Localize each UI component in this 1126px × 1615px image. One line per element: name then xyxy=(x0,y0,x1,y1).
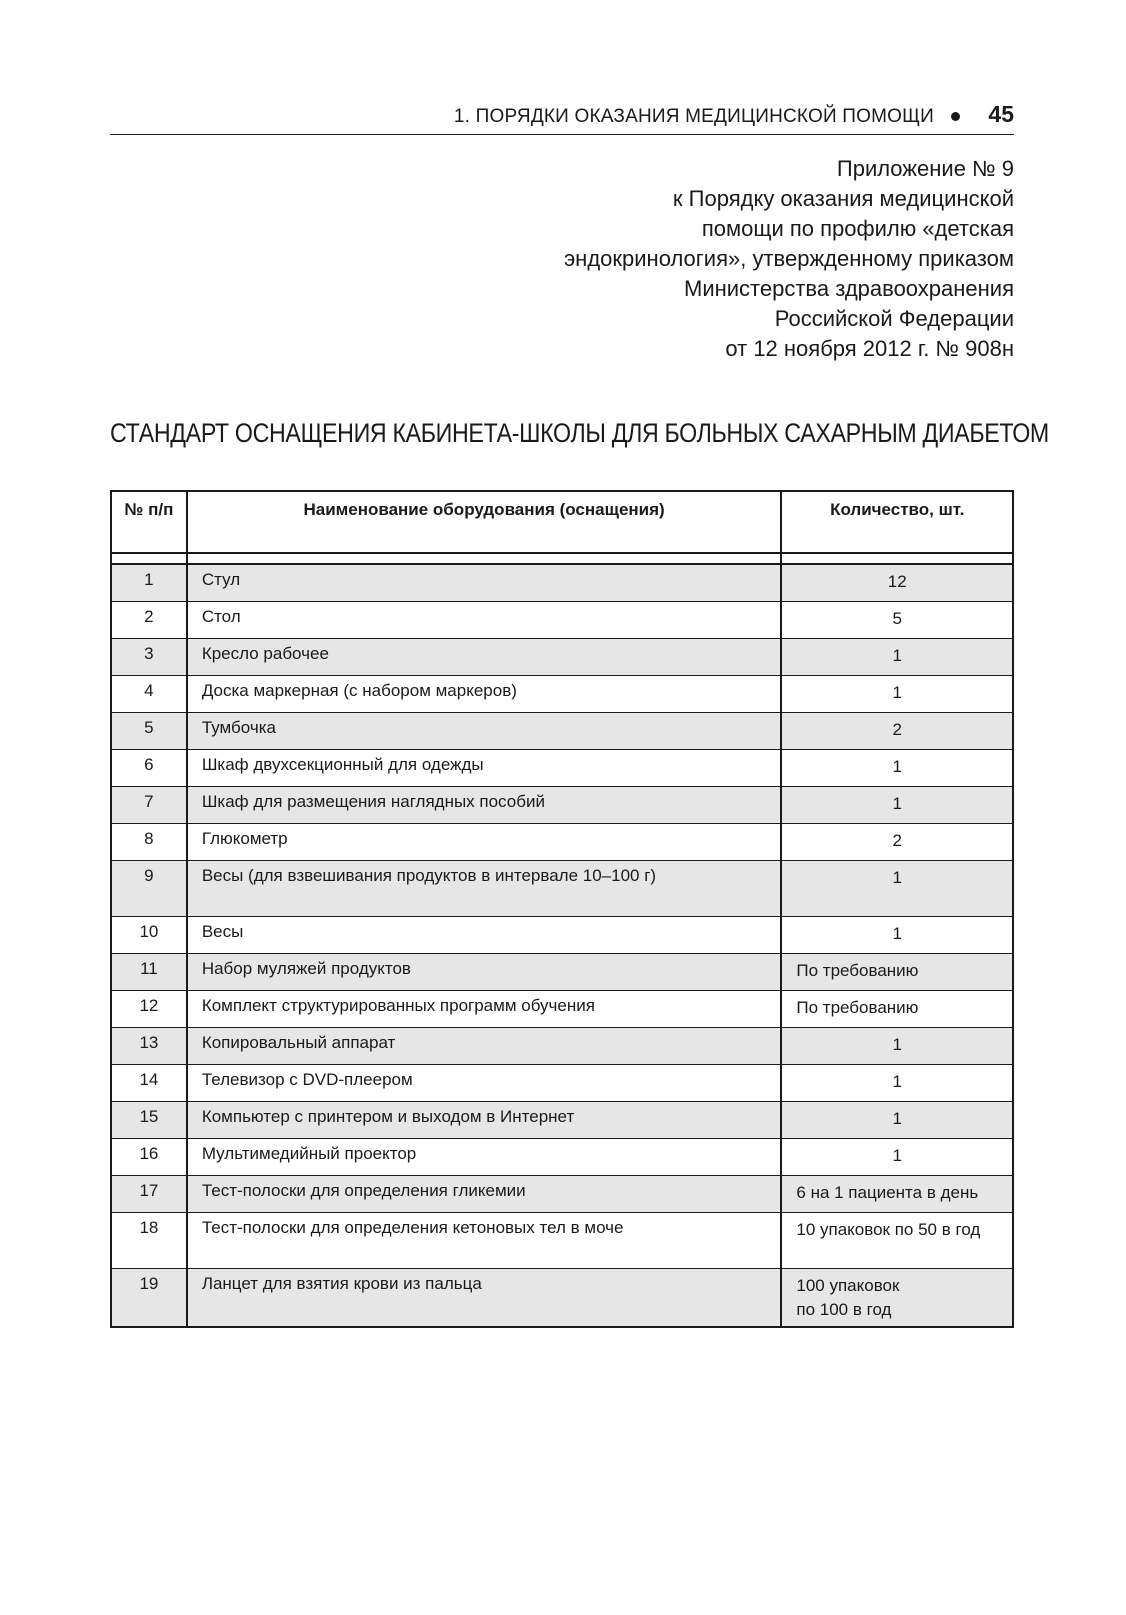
spacer-cell xyxy=(781,553,1013,564)
row-number: 19 xyxy=(111,1269,187,1328)
equipment-name: Стол xyxy=(187,602,782,639)
equipment-quantity xyxy=(781,1139,1013,1176)
spacer-cell xyxy=(111,553,187,564)
table-row xyxy=(111,787,1013,824)
equipment-name: Компьютер с принтером и выходом в Интернет xyxy=(187,1102,782,1139)
header-qty: Количество, шт. xyxy=(781,491,1013,553)
equipment-name: Ланцет для взятия крови из пальца xyxy=(187,1269,782,1328)
equipment-quantity xyxy=(781,602,1013,639)
equipment-name: Весы (для взвешивания продуктов в интервале 10–100 г) xyxy=(187,861,782,917)
section-title: 1. ПОРЯДКИ ОКАЗАНИЯ МЕДИЦИНСКОЙ ПОМОЩИ xyxy=(453,106,934,127)
equipment-quantity xyxy=(781,1028,1013,1065)
document-title: СТАНДАРТ ОСНАЩЕНИЯ КАБИНЕТА-ШКОЛЫ ДЛЯ БОЛЬНЫХ САХАРНЫМ ДИАБЕТОМ xyxy=(110,418,1049,448)
table-row xyxy=(111,564,1013,602)
equipment-quantity xyxy=(781,1065,1013,1102)
equipment-name: Мультимедийный проектор xyxy=(187,1139,782,1176)
page-number: 45 xyxy=(988,101,1014,127)
appendix-line: от 12 ноября 2012 г. № 908н xyxy=(725,336,1014,361)
header-num: № п/п xyxy=(111,491,187,553)
spacer-cell xyxy=(187,553,782,564)
equipment-quantity xyxy=(781,824,1013,861)
row-number: 6 xyxy=(111,750,187,787)
equipment-quantity xyxy=(781,1213,1013,1269)
equipment-quantity xyxy=(781,861,1013,917)
table-row xyxy=(111,1269,1013,1328)
appendix-line: эндокринология», утвержденному приказом xyxy=(563,246,1014,271)
table-row xyxy=(111,676,1013,713)
equipment-name: Копировальный аппарат xyxy=(187,1028,782,1065)
equipment-name: Глюкометр xyxy=(187,824,782,861)
quantity-line: по 100 в год xyxy=(796,1300,892,1319)
row-number: 3 xyxy=(111,639,187,676)
table-row xyxy=(111,1065,1013,1102)
appendix-line: Российской Федерации xyxy=(774,306,1014,331)
equipment-name: Телевизор с DVD-плеером xyxy=(187,1065,782,1102)
row-number: 16 xyxy=(111,1139,187,1176)
equipment-quantity xyxy=(781,954,1013,991)
table-row xyxy=(111,917,1013,954)
appendix-line: Министерства здравоохранения xyxy=(684,276,1014,301)
quantity-line: 6 на 1 пациента в день xyxy=(796,1183,979,1202)
row-number: 10 xyxy=(111,917,187,954)
table-header-row xyxy=(111,491,1013,553)
row-number: 18 xyxy=(111,1213,187,1269)
row-number: 2 xyxy=(111,602,187,639)
bullet-icon xyxy=(951,112,960,121)
row-number: 15 xyxy=(111,1102,187,1139)
equipment-quantity xyxy=(781,750,1013,787)
equipment-name: Тест-полоски для определения гликемии xyxy=(187,1176,782,1213)
quantity-line: 2 xyxy=(892,831,902,850)
appendix-line: к Порядку оказания медицинской xyxy=(672,186,1014,211)
equipment-name: Шкаф двухсекционный для одежды xyxy=(187,750,782,787)
table-row xyxy=(111,1213,1013,1269)
row-number: 4 xyxy=(111,676,187,713)
quantity-line: 2 xyxy=(892,720,902,739)
row-number: 9 xyxy=(111,861,187,917)
row-number: 14 xyxy=(111,1065,187,1102)
quantity-line: 1 xyxy=(892,1072,902,1091)
quantity-line: 1 xyxy=(892,683,902,702)
equipment-name: Тумбочка xyxy=(187,713,782,750)
equipment-name: Весы xyxy=(187,917,782,954)
row-number: 13 xyxy=(111,1028,187,1065)
quantity-line: 1 xyxy=(892,1035,902,1054)
quantity-line: 1 xyxy=(892,924,902,943)
equipment-quantity xyxy=(781,1102,1013,1139)
table-row xyxy=(111,1028,1013,1065)
table-row xyxy=(111,639,1013,676)
table-row xyxy=(111,954,1013,991)
quantity-line: 1 xyxy=(892,646,902,665)
quantity-line: По требованию xyxy=(796,998,919,1017)
quantity-line: 100 упаковок xyxy=(796,1276,900,1295)
equipment-quantity xyxy=(781,1269,1013,1328)
table-row xyxy=(111,750,1013,787)
running-header xyxy=(110,98,1014,135)
equipment-name: Стул xyxy=(187,564,782,602)
row-number: 1 xyxy=(111,564,187,602)
row-number: 17 xyxy=(111,1176,187,1213)
table-row xyxy=(111,1176,1013,1213)
equipment-name: Шкаф для размещения наглядных пособий xyxy=(187,787,782,824)
equipment-quantity xyxy=(781,787,1013,824)
table-row xyxy=(111,602,1013,639)
quantity-line: 1 xyxy=(892,757,902,776)
row-number: 7 xyxy=(111,787,187,824)
equipment-name: Доска маркерная (с набором маркеров) xyxy=(187,676,782,713)
row-number: 11 xyxy=(111,954,187,991)
table-body xyxy=(111,553,1013,1327)
equipment-quantity xyxy=(781,639,1013,676)
equipment-name: Тест-полоски для определения кетоновых тел в моче xyxy=(187,1213,782,1269)
quantity-line: По требованию xyxy=(796,961,919,980)
equipment-name: Кресло рабочее xyxy=(187,639,782,676)
row-number: 12 xyxy=(111,991,187,1028)
table-row xyxy=(111,713,1013,750)
row-number: 8 xyxy=(111,824,187,861)
appendix-line: помощи по профилю «детская xyxy=(701,216,1014,241)
equipment-quantity xyxy=(781,917,1013,954)
quantity-line: 1 xyxy=(892,1109,902,1128)
table-row xyxy=(111,824,1013,861)
appendix-note xyxy=(494,154,1014,364)
equipment-quantity xyxy=(781,676,1013,713)
appendix-line: Приложение № 9 xyxy=(836,156,1014,181)
row-number: 5 xyxy=(111,713,187,750)
equipment-quantity xyxy=(781,991,1013,1028)
equipment-name: Набор муляжей продуктов xyxy=(187,954,782,991)
header-name: Наименование оборудования (оснащения) xyxy=(187,491,782,553)
quantity-line: 12 xyxy=(887,572,907,591)
equipment-quantity xyxy=(781,564,1013,602)
table-spacer-row xyxy=(111,553,1013,564)
quantity-line: 10 упаковок по 50 в год xyxy=(796,1220,981,1239)
equipment-name: Комплект структурированных программ обучения xyxy=(187,991,782,1028)
quantity-line: 1 xyxy=(892,1146,902,1165)
table-row xyxy=(111,991,1013,1028)
equipment-table xyxy=(110,490,1014,1328)
equipment-quantity xyxy=(781,713,1013,750)
table-row xyxy=(111,1102,1013,1139)
quantity-line: 1 xyxy=(892,868,902,887)
equipment-quantity xyxy=(781,1176,1013,1213)
quantity-line: 5 xyxy=(892,609,902,628)
table-row xyxy=(111,861,1013,917)
quantity-line: 1 xyxy=(892,794,902,813)
table-row xyxy=(111,1139,1013,1176)
